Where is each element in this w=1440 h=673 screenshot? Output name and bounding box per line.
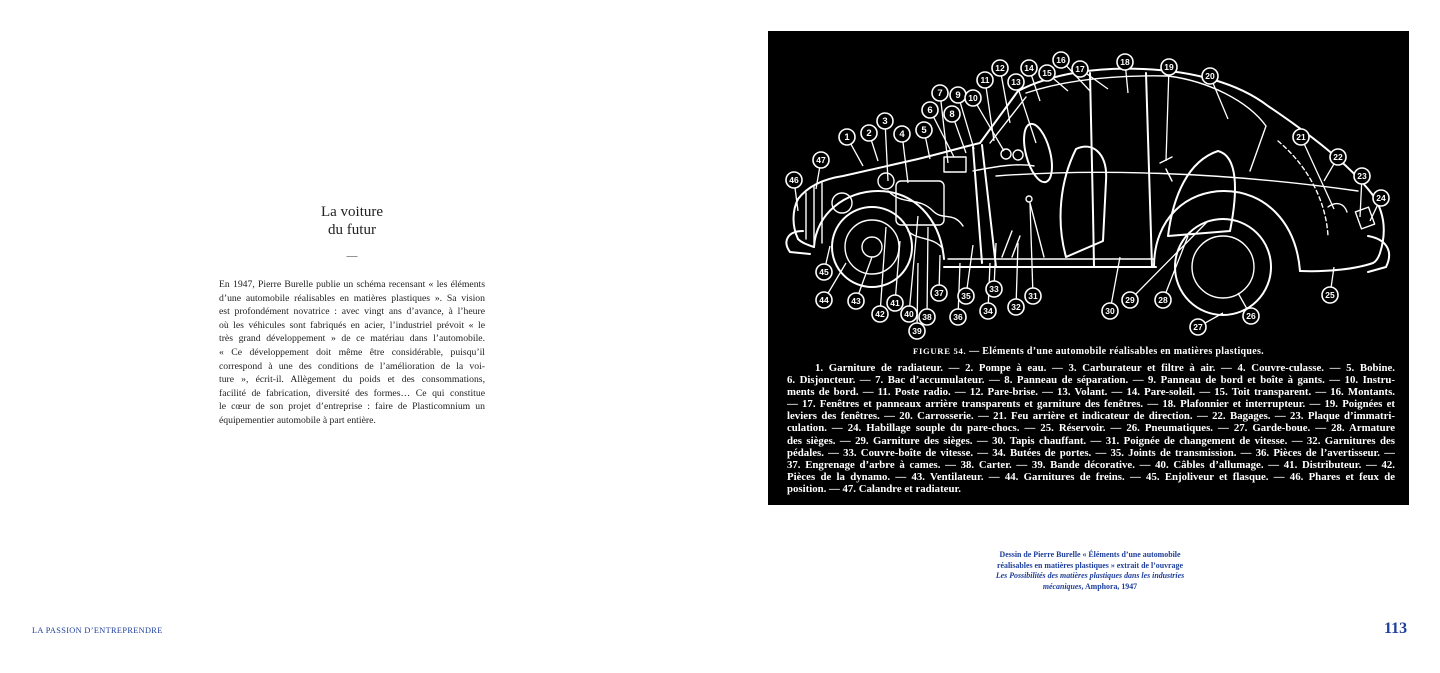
- callout-4: [894, 126, 910, 142]
- legend-line: des sièges. — 29. Garniture des sièges. — 30. Tapis chauffant. — 31. Poignée de changement de vitesse. — 32. Garnitures des: [787, 434, 1395, 447]
- legend-line: 6. Disjoncteur. — 7. Bac d’accumulateur. — 8. Panneau de séparation. — 9. Panneau de bord et boîte à gants. — 10. Instru-: [787, 374, 1395, 387]
- front-underside: [798, 239, 814, 247]
- callout-number: 10: [968, 93, 978, 104]
- callout-26: [1243, 308, 1259, 324]
- callout-19: [1161, 59, 1177, 75]
- paragraph-line: le cœur de son projet d’entreprise : faire de Plasticomnium un: [219, 401, 485, 413]
- leader-line-23: [1360, 184, 1362, 217]
- callout-33: [986, 281, 1002, 297]
- figure-caption: [768, 345, 1409, 358]
- callout-number: 26: [1246, 311, 1256, 322]
- callout-9: [950, 87, 966, 103]
- callout-number: 8: [949, 109, 955, 121]
- callout-number: 47: [816, 155, 826, 166]
- callout-number: 18: [1120, 57, 1130, 68]
- callout-13: [1008, 74, 1024, 90]
- paragraph-line: En 1947, Pierre Burelle publie un schéma recensant « les éléments: [219, 279, 485, 290]
- figure-label: FIGURE 54.: [913, 346, 967, 356]
- callout-7: [932, 85, 948, 101]
- callout-24: [1373, 190, 1389, 206]
- callout-31: [1025, 288, 1041, 304]
- callout-number: 36: [953, 312, 963, 323]
- callout-number: 43: [851, 296, 861, 307]
- legend-line: 1. Garniture de radiateur. — 2. Pompe à eau. — 3. Carburateur et filtre à air. — 4. Couvre-culasse. — 5. Bobine.: [815, 362, 1395, 374]
- callout-10: [965, 90, 981, 106]
- credit-line: réalisables en matières plastiques » extrait de l’ouvrage: [997, 560, 1183, 570]
- callout-36: [950, 309, 966, 325]
- paragraph-line: où les véhicules sont fabriqués en acier, l’industriel prévoit « le: [219, 319, 485, 331]
- callout-number: 24: [1376, 193, 1386, 204]
- callout-35: [958, 288, 974, 304]
- callout-44: [816, 292, 832, 308]
- paragraph-line: est profondément novatrice : avec vingt ans d’avance, à l’heure: [219, 306, 485, 318]
- legend-line: culation. — 24. Habillage souple du pare-chocs. — 25. Réservoir. — 26. Pneumatiques. — 27. Garde-boue. — 28. Armature: [787, 422, 1395, 435]
- rear-window: [1168, 76, 1266, 171]
- callout-47: [813, 152, 829, 168]
- callout-number: 39: [912, 326, 922, 337]
- callout-42: [872, 306, 888, 322]
- callout-6: [922, 102, 938, 118]
- callout-number: 30: [1105, 306, 1115, 317]
- rear-underside: [1300, 263, 1373, 271]
- callout-number: 11: [980, 75, 990, 86]
- front-wheel-rim: [845, 220, 899, 274]
- front-seat: [1061, 147, 1107, 257]
- leader-line-2: [871, 141, 878, 161]
- callout-number: 16: [1056, 55, 1066, 66]
- leader-line-40: [910, 216, 918, 306]
- instrument-dial: [1013, 150, 1023, 160]
- legend-line: — 17. Fenêtres et panneaux arrière transparents et garniture des fenêtres. — 18. Plafonnier et interrupteur. — 19. Poignées et: [787, 398, 1395, 411]
- paragraph-line: facilité de fabrication, diversité des formes… Ce qui constitue: [219, 387, 485, 399]
- paragraph-line: « Ce développement doit même être considérable, puisqu’il: [219, 346, 485, 358]
- chapter-title: [252, 203, 452, 239]
- credit-line: Dessin de Pierre Burelle « Éléments d’une automobile: [999, 550, 1181, 559]
- callout-2: [861, 125, 877, 141]
- leader-line-20: [1213, 83, 1228, 119]
- leader-line-37: [939, 255, 940, 285]
- callout-29: [1122, 292, 1138, 308]
- body-paragraph: [219, 278, 485, 428]
- tail-light: [1328, 204, 1347, 212]
- callout-25: [1322, 287, 1338, 303]
- callout-12: [992, 60, 1008, 76]
- leader-line-31: [1030, 203, 1033, 288]
- a-pillar: [982, 145, 996, 267]
- callout-number: 12: [995, 63, 1005, 74]
- b-pillar: [1090, 73, 1094, 267]
- callout-number: 34: [983, 306, 993, 317]
- callout-45: [816, 264, 832, 280]
- instrument-dial: [1001, 149, 1011, 159]
- legend-line: Pièces de la dynamo. — 43. Ventilateur. — 44. Garnitures de freins. — 45. Enjoliveur et flasque. — 46. Phares et feux de: [787, 470, 1395, 483]
- callout-number: 23: [1357, 171, 1367, 182]
- figure-legend: [787, 362, 1395, 495]
- callout-number: 15: [1042, 68, 1052, 79]
- figure-title: — Eléments d’une automobile réalisables en matières plastiques.: [969, 346, 1264, 357]
- credit-book-title: Les Possibilités des matières plastiques dans les industries: [995, 571, 1185, 581]
- ignition-cables: [888, 191, 963, 249]
- leader-lines: [795, 66, 1378, 323]
- leader-line-13: [1018, 90, 1036, 143]
- callout-11: [977, 72, 993, 88]
- callout-number: 40: [904, 309, 914, 320]
- leader-line-22: [1324, 164, 1334, 181]
- callout-number: 42: [875, 309, 885, 320]
- callout-18: [1117, 54, 1133, 70]
- radiator-grille: [806, 183, 822, 243]
- callout-number: 45: [819, 267, 829, 278]
- leader-line-42: [881, 227, 886, 306]
- callout-27: [1190, 319, 1206, 335]
- callout-16: [1053, 52, 1069, 68]
- callout-number: 41: [890, 298, 900, 309]
- leader-line-38: [927, 227, 928, 309]
- car-body-outline: [794, 69, 1384, 263]
- callout-number: 31: [1028, 291, 1038, 302]
- callout-46: [786, 172, 802, 188]
- callout-numbers: [786, 52, 1389, 339]
- callout-39: [909, 323, 925, 339]
- legend-line: 37. Engrenage d’arbre à cames. — 38. Carter. — 39. Bande décorative. — 40. Câbles d’allumage. — 41. Distributeur. — 42.: [787, 458, 1395, 471]
- luggage-compartment: [1278, 141, 1328, 236]
- rear-bumper: [1368, 236, 1389, 272]
- callout-number: 19: [1164, 62, 1174, 73]
- car-diagram: [768, 31, 1409, 341]
- leader-line-19: [1166, 75, 1169, 161]
- callout-38: [919, 309, 935, 325]
- chapter-title-line: La voiture: [320, 204, 384, 220]
- callout-22: [1330, 149, 1346, 165]
- c-pillar: [1146, 73, 1152, 267]
- callout-5: [916, 122, 932, 138]
- leader-line-10: [977, 105, 1004, 151]
- dashboard: [973, 165, 1034, 171]
- callout-number: 44: [819, 295, 829, 306]
- callout-number: 38: [922, 312, 932, 323]
- firewall-panel: [973, 147, 982, 263]
- legend-line: ments de bord. — 11. Poste radio. — 12. Pare-brise. — 13. Volant. — 14. Pare-soleil. — 15. Toit transparent. — 16. Montants.: [787, 386, 1395, 399]
- callout-14: [1021, 60, 1037, 76]
- gear-knob: [1026, 196, 1032, 202]
- leader-line-41: [896, 241, 900, 295]
- callout-21: [1293, 129, 1309, 145]
- callout-43: [848, 293, 864, 309]
- callout-number: 27: [1193, 322, 1203, 333]
- callout-20: [1202, 68, 1218, 84]
- callout-32: [1008, 299, 1024, 315]
- callout-number: 46: [789, 175, 799, 186]
- callout-number: 3: [882, 116, 888, 128]
- callout-number: 21: [1296, 132, 1306, 143]
- callout-number: 17: [1075, 64, 1085, 75]
- callout-number: 33: [989, 284, 999, 295]
- callout-15: [1039, 65, 1055, 81]
- callout-41: [887, 295, 903, 311]
- leader-line-14: [1032, 76, 1040, 101]
- callout-number: 25: [1325, 290, 1335, 301]
- paragraph-line: ture », écrit-il. Allègement du poids et des consommations,: [219, 374, 485, 386]
- callout-number: 9: [955, 90, 961, 102]
- callout-number: 1: [844, 132, 850, 144]
- legend-line: position. — 47. Calandre et radiateur.: [787, 482, 961, 495]
- leader-line-18: [1126, 70, 1128, 93]
- callout-23: [1354, 168, 1370, 184]
- callout-34: [980, 303, 996, 319]
- callout-number: 29: [1125, 295, 1135, 306]
- legend-line: pédales. — 33. Couvre-boîte de vitesse. — 34. Butées de portes. — 35. Joints de transmission. — 36. Pièces de l’avertisseur. —: [787, 446, 1395, 459]
- callout-37: [931, 285, 947, 301]
- callout-number: 2: [866, 128, 872, 140]
- callout-8: [944, 106, 960, 122]
- front-hubcap: [862, 237, 882, 257]
- chapter-title-line: du futur: [328, 222, 376, 238]
- paragraph-line: d’une automobile réalisables en matières plastiques ». Sa vision: [219, 292, 485, 304]
- credit-book-title-end: mécaniques: [1042, 581, 1082, 591]
- image-credit: [960, 550, 1220, 592]
- leader-line-21: [1304, 144, 1334, 209]
- callout-1: [839, 129, 855, 145]
- rear-wheel-rim: [1192, 236, 1254, 298]
- callout-40: [901, 306, 917, 322]
- leader-line-30: [1111, 257, 1120, 303]
- figure-plate: [768, 31, 1409, 505]
- callout-number: 4: [899, 129, 905, 141]
- callout-number: 14: [1024, 63, 1034, 74]
- leader-line-47: [816, 168, 820, 189]
- callout-3: [877, 113, 893, 129]
- callout-30: [1102, 303, 1118, 319]
- leader-line-26: [1238, 293, 1247, 309]
- paragraph-line: équipementier automobile à part entière.: [219, 414, 376, 426]
- fan: [832, 193, 852, 213]
- callout-number: 5: [921, 125, 927, 137]
- callout-number: 6: [927, 105, 933, 117]
- callout-number: 28: [1158, 295, 1168, 306]
- leader-line-45: [826, 246, 830, 264]
- callout-number: 35: [961, 291, 971, 302]
- legend-line: leviers des fenêtres. — 20. Carrosserie. — 21. Feu arrière et indicateur de direction. — 22. Bagages. — 23. Plaque d’immatri-: [787, 410, 1395, 423]
- page-number: 113: [1384, 620, 1408, 637]
- callout-17: [1072, 61, 1088, 77]
- paragraph-line: correspond à une des conditions de l’amélioration de la voi-: [219, 360, 485, 372]
- callout-number: 22: [1333, 152, 1343, 163]
- carburetor: [878, 173, 894, 189]
- callout-number: 20: [1205, 71, 1215, 82]
- paragraph-line: très grand développement » de ce matériau dans l’automobile.: [219, 333, 485, 345]
- callout-number: 7: [937, 88, 943, 100]
- title-separator: —: [346, 250, 358, 262]
- credit-publisher: , Amphora, 1947: [1081, 581, 1138, 591]
- leader-line-43: [859, 257, 872, 293]
- steering-wheel: [1019, 121, 1058, 185]
- leader-line-32: [1016, 243, 1018, 299]
- callout-28: [1155, 292, 1171, 308]
- leader-line-1: [851, 144, 863, 166]
- callout-number: 32: [1011, 302, 1021, 313]
- callout-number: 13: [1011, 77, 1021, 88]
- callout-number: 37: [934, 288, 944, 299]
- credit-line: [960, 582, 1220, 593]
- car-drawing: [786, 69, 1389, 315]
- running-footer: LA PASSION D’ENTREPRENDRE: [32, 626, 163, 635]
